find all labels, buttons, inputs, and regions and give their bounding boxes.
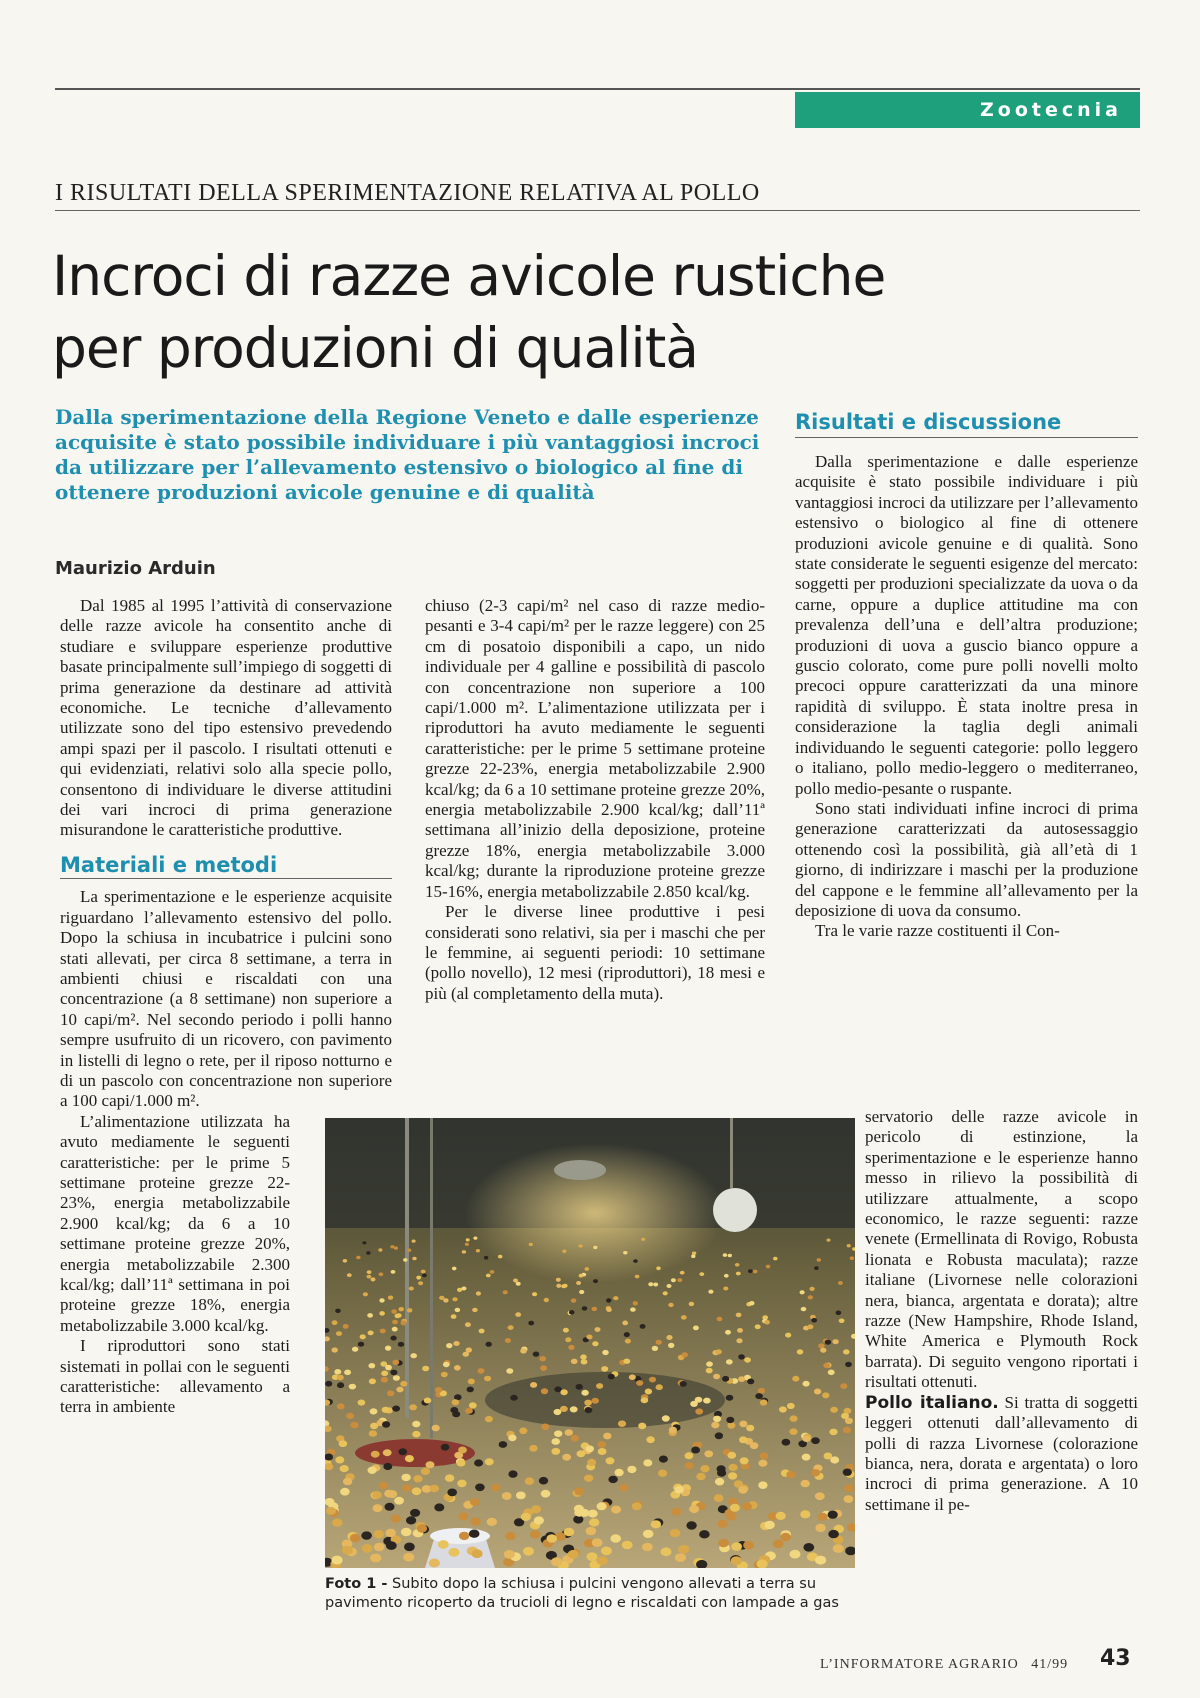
photo-caption bbox=[325, 1575, 860, 1613]
article-title bbox=[52, 240, 1052, 384]
subhead-risultati: Risultati e discussione bbox=[795, 410, 1062, 434]
body-paragraph: Per le diverse linee produttive i pesi considerati sono relativi, sia per i maschi che per le femmine, ai seguenti periodi: 10 settimane (pollo novello), 12 mesi (riproduttori), 18 mesi e più (al completamento della muta). bbox=[425, 902, 765, 1003]
body-paragraph: Dalla sperimentazione e dalle esperienze acquisite è stato possibile individuare i più vantaggiosi incroci da utilizzare per l’allevamento estensivo o biologico al fine di ottenere produzioni avicole genuine e di qualità. Sono state considerate le seguenti esigenze del mercato: soggetti per produzioni specializzate da uova o da carne, oppure a duplice attitudine ma con prevalenza dell’una e dell’altra produzione; produzioni di uova a guscio bianco oppure a guscio colorato, come pure polli novelli molto precoci oppure caratterizzati da una minore rapidità di sviluppo. È stata inoltre presa in considerazione la taglia degli animali individuando le seguenti categorie: pollo leggero o italiano, pollo medio-leggero o mediterraneo, pollo medio-pesante o ruspante. bbox=[795, 452, 1138, 798]
body-paragraph bbox=[865, 1393, 1138, 1515]
author: Maurizio Arduin bbox=[55, 558, 216, 579]
pollo-italiano-text: Si tratta di soggetti leggeri ottenuti dall’allevamento di polli di razza Livornese (colorazione bianca, nera, dorata e argentata) o loro incroci di prima generazione. A 10 settimane il pe- bbox=[865, 1392, 1138, 1514]
title-line-2: per produzioni di qualità bbox=[52, 316, 698, 380]
caption-label: Foto 1 - bbox=[325, 1576, 388, 1592]
journal-footer bbox=[820, 1657, 1068, 1673]
section-tab: Zootecnia bbox=[795, 92, 1140, 128]
body-paragraph: La sperimentazione e le esperienze acquisite riguardano l’allevamento estensivo del pollo. Dopo la schiusa in incubatrice i pulcini sono stati allevati, per circa 8 settimane, a terra in ambienti chiusi e riscaldati con una concentrazione (a 8 settimane) non superiore a 10 capi/m². Nel secondo periodo i polli hanno sempre usufruito di un ricovero, con pavimento in listelli di legno o rete, per il riposo notturno e di un pascolo con concentrazione non superiore a 100 capi/1.000 m². bbox=[60, 887, 392, 1111]
chicks-photo bbox=[325, 1118, 855, 1568]
page-number: 43 bbox=[1100, 1646, 1131, 1671]
body-paragraph: I riproduttori sono stati sistemati in pollai con le seguenti caratteristiche: allevamento a terra in ambiente bbox=[60, 1336, 290, 1417]
body-paragraph: L’alimentazione utilizzata ha avuto mediamente le seguenti caratteristiche: per le prime 5 settimane proteine grezze 22-23%, energia metabolizzabile 2.900 kcal/kg; da 6 a 10 settimane proteine grezze 20%, energia metabolizzabile 2.300 kcal/kg; dall’11ª settimana in poi proteine grezze 18%, energia metabolizzabile 3.000 kcal/kg. bbox=[60, 1111, 290, 1335]
lead-paragraph: Dalla sperimentazione della Regione Veneto e dalle esperienze acquisite è stato possibile individuare i più vantaggiosi incroci da utilizzare per l’allevamento estensivo o biologico al fine di ottenere produzioni avicole genuine e di qualità bbox=[55, 405, 760, 504]
column-3 bbox=[795, 452, 1138, 942]
title-line-1: Incroci di razze avicole rustiche bbox=[52, 244, 886, 308]
top-rule bbox=[55, 88, 1140, 90]
subhead-materiali: Materiali e metodi bbox=[60, 852, 278, 877]
body-paragraph: servatorio delle razze avicole in pericolo di estinzione, la sperimentazione e le esperienze hanno messo in rilievo la possibilità di utilizzare attualmente, a scopo economico, le razze seguenti: razze venete (Ermellinata di Rovigo, Robusta lionata e Robusta maculata); razze italiane (Livornese nelle colorazioni nera, bianca, argentata e dorata); altre razze (New Hampshire, Rhode Island, White America e Plymouth Rock barrata). Di seguito vengono riportati i risultati ottenuti. bbox=[865, 1107, 1138, 1392]
subhead-rule bbox=[60, 878, 392, 879]
body-paragraph: Tra le varie razze costituenti il Con- bbox=[815, 921, 1060, 941]
column-2 bbox=[425, 596, 765, 1004]
kicker: I RISULTATI DELLA SPERIMENTAZIONE RELATIVA AL POLLO bbox=[55, 180, 760, 206]
subhead-rule bbox=[795, 437, 1138, 438]
intro-paragraph: Dal 1985 al 1995 l’attività di conservazione delle razze avicole ha consentito anche di studiare e sviluppare esperienze produttive basate principalmente sull’impiego di soggetti di prima generazione da destinare ad attività economiche. Le tecniche d’allevamento utilizzate sono del tipo estensivo prevedendo ampi spazi per il pascolo. I risultati ottenuti e qui evidenziati, relativi solo alla specie pollo, consentono di individuare le diverse attitudini dei vari incroci di prima generazione misurandone le caratteristiche produttive. bbox=[60, 596, 392, 840]
column-3-continued bbox=[865, 1107, 1138, 1515]
body-paragraph: Sono stati individuati infine incroci di prima generazione caratterizzati da autosessaggio ottenendo così la possibilità, già all’età di 1 giorno, di indirizzare i maschi per la produzione del cappone e le femmine all’allevamento per la deposizione di uova da consumo. bbox=[795, 798, 1138, 920]
caption-text: Subito dopo la schiusa i pulcini vengono allevati a terra su pavimento ricoperto da trucioli di legno e riscaldati con lampade a gas bbox=[325, 1576, 839, 1611]
issue-number: 41/99 bbox=[1031, 1657, 1069, 1672]
pollo-italiano-lead: Pollo italiano. bbox=[865, 1392, 999, 1413]
journal-name: L’INFORMATORE AGRARIO bbox=[820, 1657, 1019, 1672]
body-paragraph: chiuso (2-3 capi/m² nel caso di razze medio-pesanti e 3-4 capi/m² per le razze leggere) con 25 cm di posatoio disponibili a capo, un nido individuale per 4 galline e possibilità di pascolo con concentrazione non superiore a 100 capi/1.000 m². L’alimentazione utilizzata per i riproduttori ha avuto mediamente le seguenti caratteristiche: per le prime 5 settimane proteine grezze 22-23%, energia metabolizzabile 2.900 kcal/kg; da 6 a 10 settimane proteine grezze 20%, energia metabolizzabile 2.900 kcal/kg; dall’11ª settimana all’inizio della deposizione, proteine grezze 18%, energia metabolizzabile 3.000 kcal/kg; durante la riproduzione proteine grezze 15-16%, energia metabolizzabile 2.850 kcal/kg. bbox=[425, 596, 765, 901]
chicks-photo-image bbox=[325, 1118, 855, 1568]
subhead-risultati-block bbox=[795, 410, 1138, 438]
kicker-rule bbox=[55, 210, 1140, 211]
